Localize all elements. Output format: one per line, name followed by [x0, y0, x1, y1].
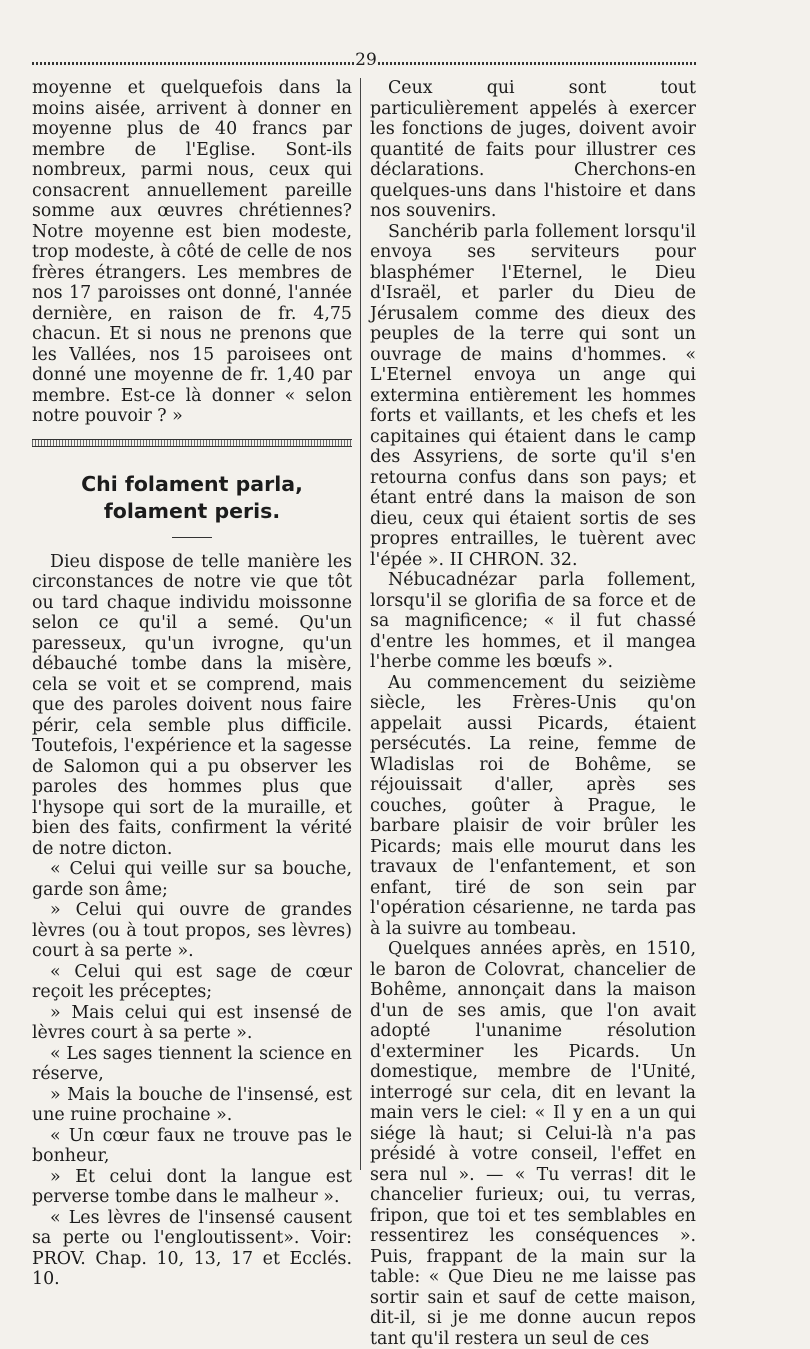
header-ornament-right: [378, 62, 697, 65]
heading-line-1: Chi folament parla,: [81, 471, 303, 496]
paragraph: Nébucadnézar parla follement, lorsqu'il se glorifia de sa force et de sa magnificence; « il fut chassé d'entre les hommes, et il mangea l'herbe comme les bœufs ».: [370, 570, 696, 672]
section-divider: [32, 439, 352, 447]
quote-line: « Celui qui veille sur sa bouche, garde son âme;: [32, 859, 352, 900]
page-header: [32, 50, 697, 74]
quote-line: » Celui qui ouvre de grandes lèvres (ou à tout propos, ses lèvres) court à sa perte ».: [32, 900, 352, 961]
paragraph: Ceux qui sont tout particulièrement appelés à exercer les fonctions de juges, doivent avoir quantité de faits pour illustrer ces déclarations. Cherchons-en quelques-uns dans l'histoire et dans nos souvenirs.: [370, 78, 696, 221]
paragraph: Quelques années après, en 1510, le baron de Colovrat, chancelier de Bohême, annonçait dans la maison d'un de ses amis, que l'on avait adopté l'unanime résolution d'exterminer les Picards. Un domestique, membre de l'Unité, interrogé sur cela, dit en levant la main vers le ciel: « Il y en a un qui siége là haut; si Celui-là n'a pas présidé à votre conseil, l'effet en sera nul ». — « Tu verras! dit le chancelier furieux; oui, tu verras, fripon, que toi et tes semblables en ressentirez les conséquences ». Puis, frappant de la main sur la table: « Que Dieu ne me laisse pas sortir sain et sauf de cette maison, dit-il, si je me donne aucun repos tant qu'il restera un seul de ces: [370, 939, 696, 1349]
right-column: [370, 78, 696, 1349]
column-separator: [360, 78, 361, 1170]
quote-line: « Celui qui est sage de cœur reçoit les préceptes;: [32, 961, 352, 1002]
quote-line: » Et celui dont la langue est perverse tombe dans le malheur ».: [32, 1166, 352, 1207]
left-column: [32, 78, 352, 1290]
header-ornament-left: [32, 62, 354, 65]
page-number: 29: [355, 50, 377, 70]
paragraph: Au commencement du seizième siècle, les Frères-Unis qu'on appelait aussi Picards, étaient persécutés. La reine, femme de Wladislas roi de Bohême, se réjouissait d'aller, après ses couches, goûter à Prague, le barbare plaisir de voir brûler les Picards; mais elle mourut dans les travaux de l'enfantement, et son enfant, tiré de son sein par l'opération césarienne, ne tarda pas à la suivre au tombeau.: [370, 672, 696, 939]
intro-paragraph: moyenne et quelquefois dans la moins aisée, arrivent à donner en moyenne plus de 40 francs par membre de l'Eglise. Sont-ils nombreux, parmi nous, ceux qui consacrent annuellement pareille somme aux œuvres chrétiennes? Notre moyenne est bien modeste, trop modeste, à côté de celle de nos frères étrangers. Les membres de nos 17 paroisses ont donné, l'année dernière, en raison de fr. 4,75 chacun. Et si nous ne prenons que les Vallées, nos 15 paroisees ont donné une moyenne de fr. 1,40 par membre. Est-ce là donner « selon notre pouvoir ? »: [32, 78, 352, 426]
heading-line-2: folament peris.: [103, 498, 281, 523]
quote-line: « Les sages tiennent la science en réserve,: [32, 1043, 352, 1084]
paragraph: Dieu dispose de telle manière les circonstances de notre vie que tôt ou tard chaque individu moissonne selon ce qu'il a semé. Qu'un paresseux, qu'un ivrogne, qu'un débauché tombe dans la misère, cela se voit et se comprend, mais que des paroles doivent nous faire périr, cela semble plus difficile. Toutefois, l'expérience et la sagesse de Salomon qui a pu observer les paroles des hommes plus que l'hysope qui sort de la muraille, et bien des faits, confirment la vérité de notre dicton.: [32, 551, 352, 859]
quote-line: « Un cœur faux ne trouve pas le bonheur,: [32, 1125, 352, 1166]
quote-line: » Mais la bouche de l'insensé, est une ruine prochaine ».: [32, 1084, 352, 1125]
article-heading: [32, 471, 352, 525]
quote-line: « Les lèvres de l'insensé causent sa perte ou l'engloutissent». Voir: PROV. Chap. 10, 13, 17 et Ecclés. 10.: [32, 1207, 352, 1289]
heading-rule: [172, 537, 212, 538]
quote-line: » Mais celui qui est insensé de lèvres court à sa perte ».: [32, 1002, 352, 1043]
paragraph: Sanchérib parla follement lorsqu'il envoya ses serviteurs pour blasphémer l'Eternel, le Dieu d'Israël, et parler du Dieu de Jérusalem comme des dieux des peuples de la terre qui sont un ouvrage de mains d'hommes. « L'Eternel envoya un ange qui extermina entièrement les hommes forts et vaillants, et les chefs et les capitaines qui étaient dans le camp des Assyriens, de sorte qu'il s'en retourna confus dans son pays; et étant entré dans la maison de son dieu, ceux qui étaient sortis de ses propres entrailles, le tuèrent avec l'épée ». II CHRON. 32.: [370, 221, 696, 570]
